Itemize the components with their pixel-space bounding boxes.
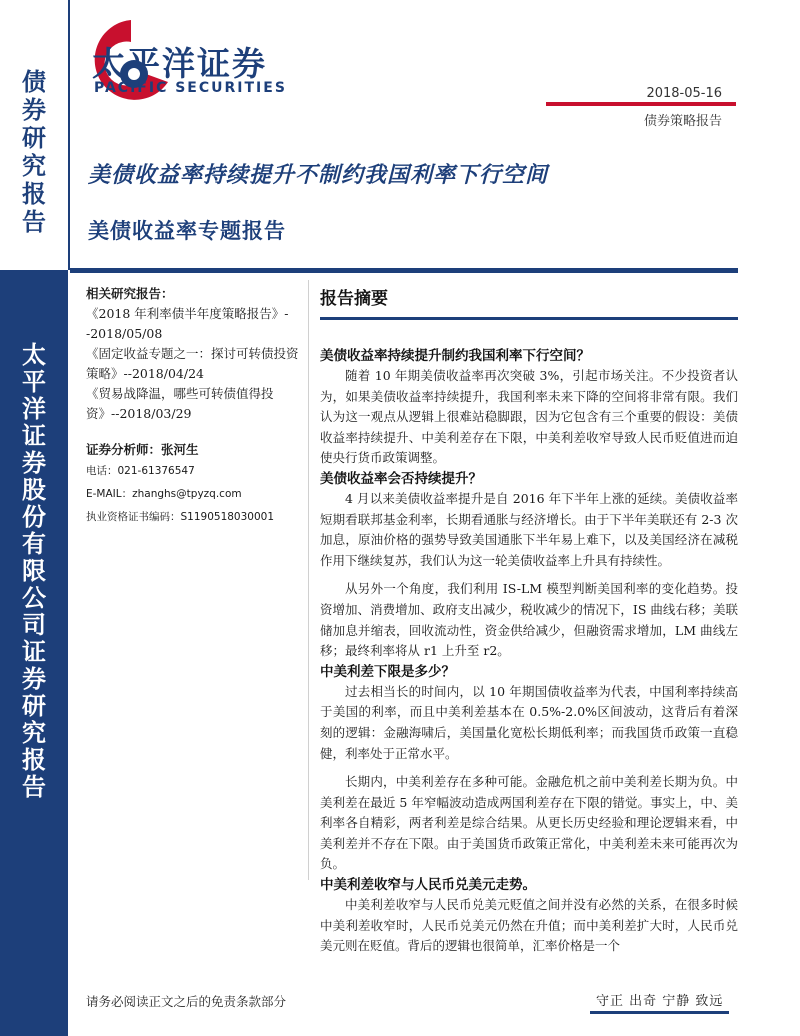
logo-english: PACIFIC SECURITIES (94, 80, 287, 96)
section-title-4: 中美利差收窄与人民币兑美元走势。 (320, 877, 536, 894)
sidebar-top (0, 0, 70, 270)
section-title-2: 美债收益率会否持续提升？ (320, 470, 482, 487)
report-category: 债券策略报告 (643, 114, 722, 129)
footer-motto: 守正 出奇 宁静 致远 (590, 988, 729, 1014)
abstract-body (320, 346, 738, 957)
footer-disclaimer: 请务必阅读正文之后的免责条款部分 (86, 994, 287, 1009)
sidebar-bottom (0, 270, 68, 1036)
related-report-2: 《固定收益专题之一：探讨可转债投资策略》--2018/04/24 (86, 346, 299, 381)
header-red-line (546, 102, 736, 106)
sidebar-bottom-text: 太平洋证券股份有限公司证券研究报告 (22, 341, 46, 801)
analyst-email: E-MAIL：zhanghs@tpyzq.com (86, 488, 242, 500)
column-separator (308, 280, 309, 880)
report-date: 2018-05-16 (646, 86, 722, 101)
section-2-para-2: 从另外一个角度，我们利用 IS-LM 模型判断美国利率的变化趋势。投资增加、消费增加、政府支出减少，税收减少的情况下，IS 曲线右移；美联储加息并缩表，回收流动性，资金供给减少，但融资需求增加，LM 曲线左移；最终利率将从 r1 上升至 r2。 (320, 581, 738, 659)
report-title: 美债收益率持续提升不制约我国利率下行空间 (88, 162, 549, 188)
report-subtitle: 美债收益率专题报告 (88, 218, 286, 243)
abstract-heading: 报告摘要 (320, 289, 388, 309)
sidebar-top-text: 债券研究报告 (22, 68, 46, 236)
related-report-3: 《贸易战降温，哪些可转债值得投资》--2018/03/29 (86, 386, 274, 421)
header-divider (70, 268, 738, 273)
section-3-para-2: 长期内，中美利差存在多种可能。金融危机之前中美利差长期为负。中美利差在最近 5 年窄幅波动造成两国利差存在下限的错觉。事实上，中、美利率各自精彩，两者利差是综合结果。从更长历史经验和理论逻辑来看，中美利差并不存在下限。由于美国货币政策正常化，中美利差未来可能再次为负。 (320, 774, 738, 872)
analyst-license: 执业资格证书编码：S1190518030001 (86, 511, 275, 523)
section-4-para-1: 中美利差收窄与人民币兑美元贬值之间并没有必然的关系，在很多时候中美利差收窄时，人民币兑美元仍然在升值；而中美利差扩大时，人民币兑美元则在贬值。背后的逻辑也很简单，汇率价格是一个 (320, 897, 738, 954)
section-3-para-1: 过去相当长的时间内，以 10 年期国债收益率为代表，中国利率持续高于美国的利率，而且中美利差基本在 0.5%-2.0%区间波动，这背后有着深刻的逻辑：金融海啸后，美国量化宽松长期低利率；而我国货币政策一直稳健，利率处于正常水平。 (320, 683, 738, 761)
section-1-para-1: 随着 10 年期美债收益率再次突破 3%，引起市场关注。不少投资者认为，如果美债收益率持续提升，我国利率未来下降的空间将非常有限。我们认为这一观点从逻辑上很难站稳脚跟，因为它包含有三个重要的假设：美债收益率持续提升、中美利差存在下限，中美利差收窄导致人民币贬值进而迫使央行货币政策调整。 (320, 368, 738, 466)
related-report-1: 《2018 年利率债半年度策略报告》--2018/05/08 (86, 306, 289, 341)
section-title-3: 中美利差下限是多少？ (320, 663, 455, 680)
related-reports-label: 相关研究报告： (86, 286, 174, 301)
left-column (86, 284, 302, 529)
logo-chinese: 太平洋证券 (92, 44, 267, 83)
section-2-para-1: 4 月以来美债收益率提升是自 2016 年下半年上涨的延续。美债收益率短期看联邦基金利率，长期看通胀与经济增长。由于下半年美联还有 2-3 次加息，原油价格的强势导致美国通胀下半年易上难下，以及美国经济在减税作用下继续复苏，我们认为这一轮美债收益率上升具有持续性。 (320, 490, 738, 568)
abstract-underline (320, 317, 738, 320)
analyst-label: 证券分析师：张河生 (86, 442, 199, 457)
main-column (320, 284, 738, 957)
section-title-1: 美债收益率持续提升制约我国利率下行空间？ (320, 348, 590, 364)
analyst-phone: 电话：021-61376547 (86, 465, 195, 477)
